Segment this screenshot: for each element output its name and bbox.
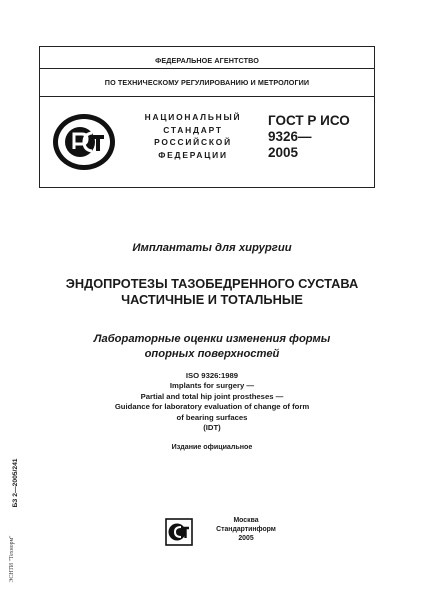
english-line: Implants for surgery — — [169, 381, 255, 391]
gost-designation — [268, 113, 350, 161]
standartinform-logo-icon — [165, 518, 193, 546]
gost-line: 9326— — [268, 129, 312, 144]
english-line: ISO 9326:1989 — [185, 371, 239, 380]
standard-line: НАЦИОНАЛЬНЫЙ — [144, 112, 242, 122]
subtitle-line: опорных поверхностей — [144, 348, 280, 360]
english-line: of bearing surfaces — [176, 412, 248, 422]
main-title — [0, 276, 424, 308]
publisher-name: Стандартинформ — [216, 526, 276, 533]
divider-line — [39, 96, 375, 97]
gost-r-logo-icon — [53, 114, 115, 170]
agency-name-line2: ПО ТЕХНИЧЕСКОМУ РЕГУЛИРОВАНИЮ И МЕТРОЛОГИИ — [104, 78, 310, 87]
side-code: БЗ 2—2005/241 — [12, 458, 19, 508]
english-title-block — [0, 371, 424, 433]
publisher-city: Москва — [233, 517, 259, 524]
agency-name-line1: ФЕДЕРАЛЬНОЕ АГЕНТСТВО — [155, 56, 259, 65]
national-standard-label — [136, 111, 250, 161]
standard-line: ФЕДЕРАЦИИ — [158, 149, 228, 160]
standard-line: СТАНДАРТ — [163, 124, 223, 135]
gost-line: ГОСТ Р ИСО — [268, 113, 350, 128]
main-title-line: ЧАСТИЧНЫЕ И ТОТАЛЬНЫЕ — [121, 292, 303, 307]
english-line: Guidance for laboratory evaluation of change of form — [114, 402, 310, 412]
category-title: Имплантаты для хирургии — [132, 242, 292, 254]
publisher-year: 2005 — [238, 535, 254, 542]
english-line: Partial and total hip joint prostheses — — [140, 391, 284, 401]
gost-line: 2005 — [268, 145, 299, 160]
publisher-block — [205, 516, 287, 543]
subtitle — [0, 332, 424, 362]
side-stamp: ЭСНТИ "Технорм" — [9, 535, 15, 583]
english-line: (IDT) — [203, 423, 221, 433]
subtitle-line: Лабораторные оценки изменения формы — [93, 333, 331, 345]
edition-label: Издание официальное — [171, 443, 253, 451]
main-title-line: ЭНДОПРОТЕЗЫ ТАЗОБЕДРЕННОГО СУСТАВА — [65, 276, 359, 291]
standard-line: РОССИЙСКОЙ — [154, 137, 232, 148]
divider-line — [39, 68, 375, 69]
